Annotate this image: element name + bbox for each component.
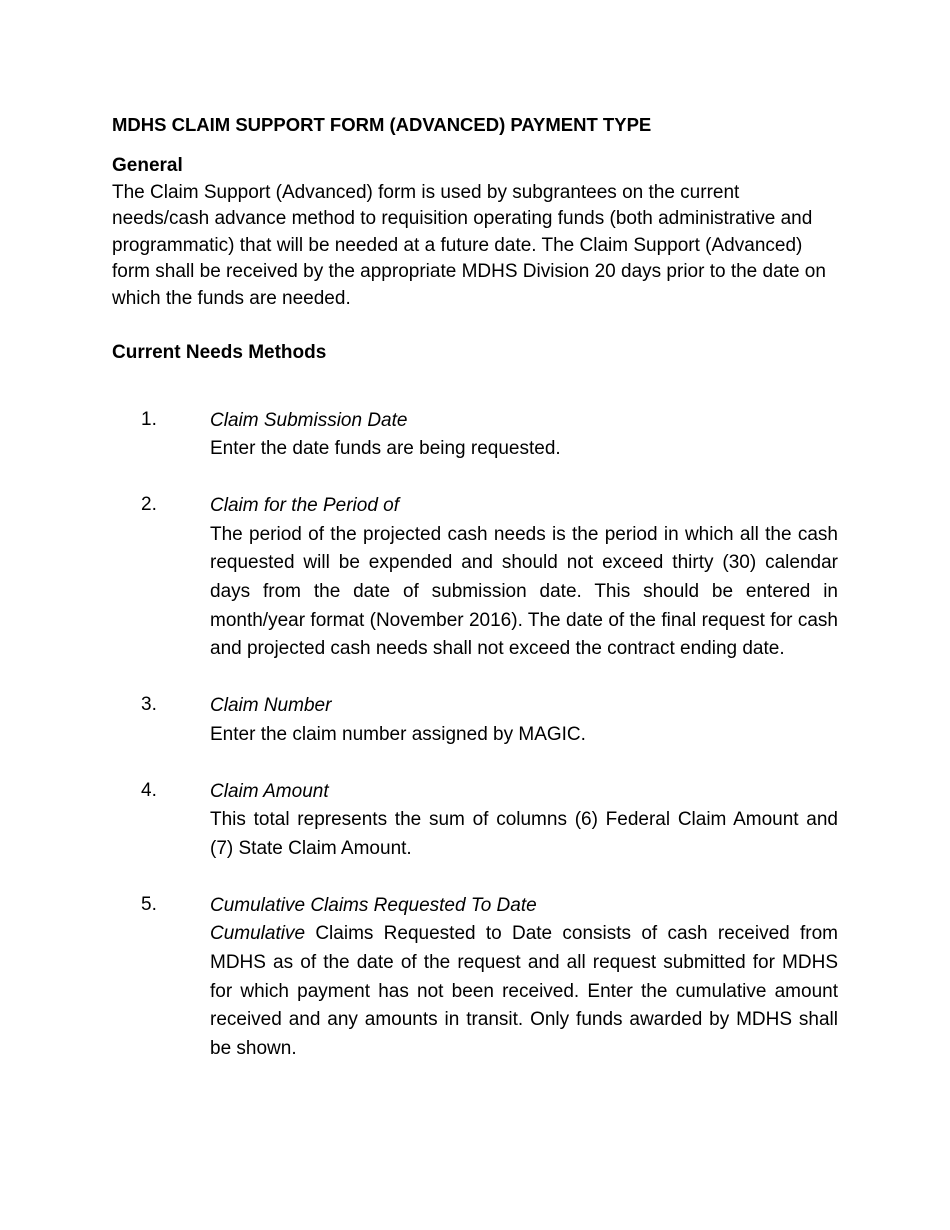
item-body — [210, 492, 838, 664]
item-title: Claim Number — [210, 695, 332, 717]
item-description-lead: Cumulative — [210, 923, 306, 945]
item-number: 4. — [141, 779, 157, 801]
item-title: Cumulative Claims Requested To Date — [210, 894, 537, 916]
item-body — [210, 892, 838, 1064]
list-item — [112, 778, 838, 864]
item-description: Enter the date funds are being requested. — [210, 438, 561, 460]
general-paragraph: The Claim Support (Advanced) form is used by subgrantees on the current needs/cash advance method to requisition operating funds (both administrative and programmatic) that will be needed at a future date. The Claim Support (Advanced) form shall be received by the appropriate MDHS Division 20 days prior to the date on which the funds are needed. — [112, 181, 826, 309]
item-title: Claim for the Period of — [210, 494, 400, 516]
item-body — [210, 407, 838, 464]
document-title: MDHS CLAIM SUPPORT FORM (ADVANCED) PAYMENT TYPE — [112, 114, 652, 135]
item-description: Enter the claim number assigned by MAGIC. — [210, 723, 586, 745]
item-title: Claim Amount — [210, 780, 329, 802]
item-number: 2. — [141, 493, 157, 515]
item-title: Claim Submission Date — [210, 409, 408, 431]
item-body — [210, 692, 838, 749]
item-number: 5. — [141, 893, 157, 915]
item-number: 3. — [141, 694, 157, 716]
list-item — [112, 407, 838, 464]
item-description: The period of the projected cash needs is the period in which all the cash requested will be expended and should not exceed thirty (30) calendar days from the date of submission date. This should be entered in month/year format (November 2016). The date of the final request for cash and projected cash needs shall not exceed the contract ending date. — [210, 523, 838, 660]
list-item — [112, 492, 838, 664]
methods-list — [112, 407, 838, 1064]
list-item — [112, 892, 838, 1064]
item-body — [210, 778, 838, 864]
item-description: This total represents the sum of columns (6) Federal Claim Amount and (7) State Claim Amount. — [210, 809, 838, 859]
document-page — [112, 112, 838, 1092]
item-number: 1. — [141, 408, 157, 430]
item-description: Claims Requested to Date consists of cash received from MDHS as of the date of the request and all request submitted for MDHS for which payment has not been received. Enter the cumulative amount received and any amounts in transit. Only funds awarded by MDHS shall be shown. — [210, 923, 838, 1060]
list-item — [112, 692, 838, 749]
current-needs-methods-heading: Current Needs Methods — [112, 342, 327, 363]
general-heading: General — [112, 155, 183, 176]
